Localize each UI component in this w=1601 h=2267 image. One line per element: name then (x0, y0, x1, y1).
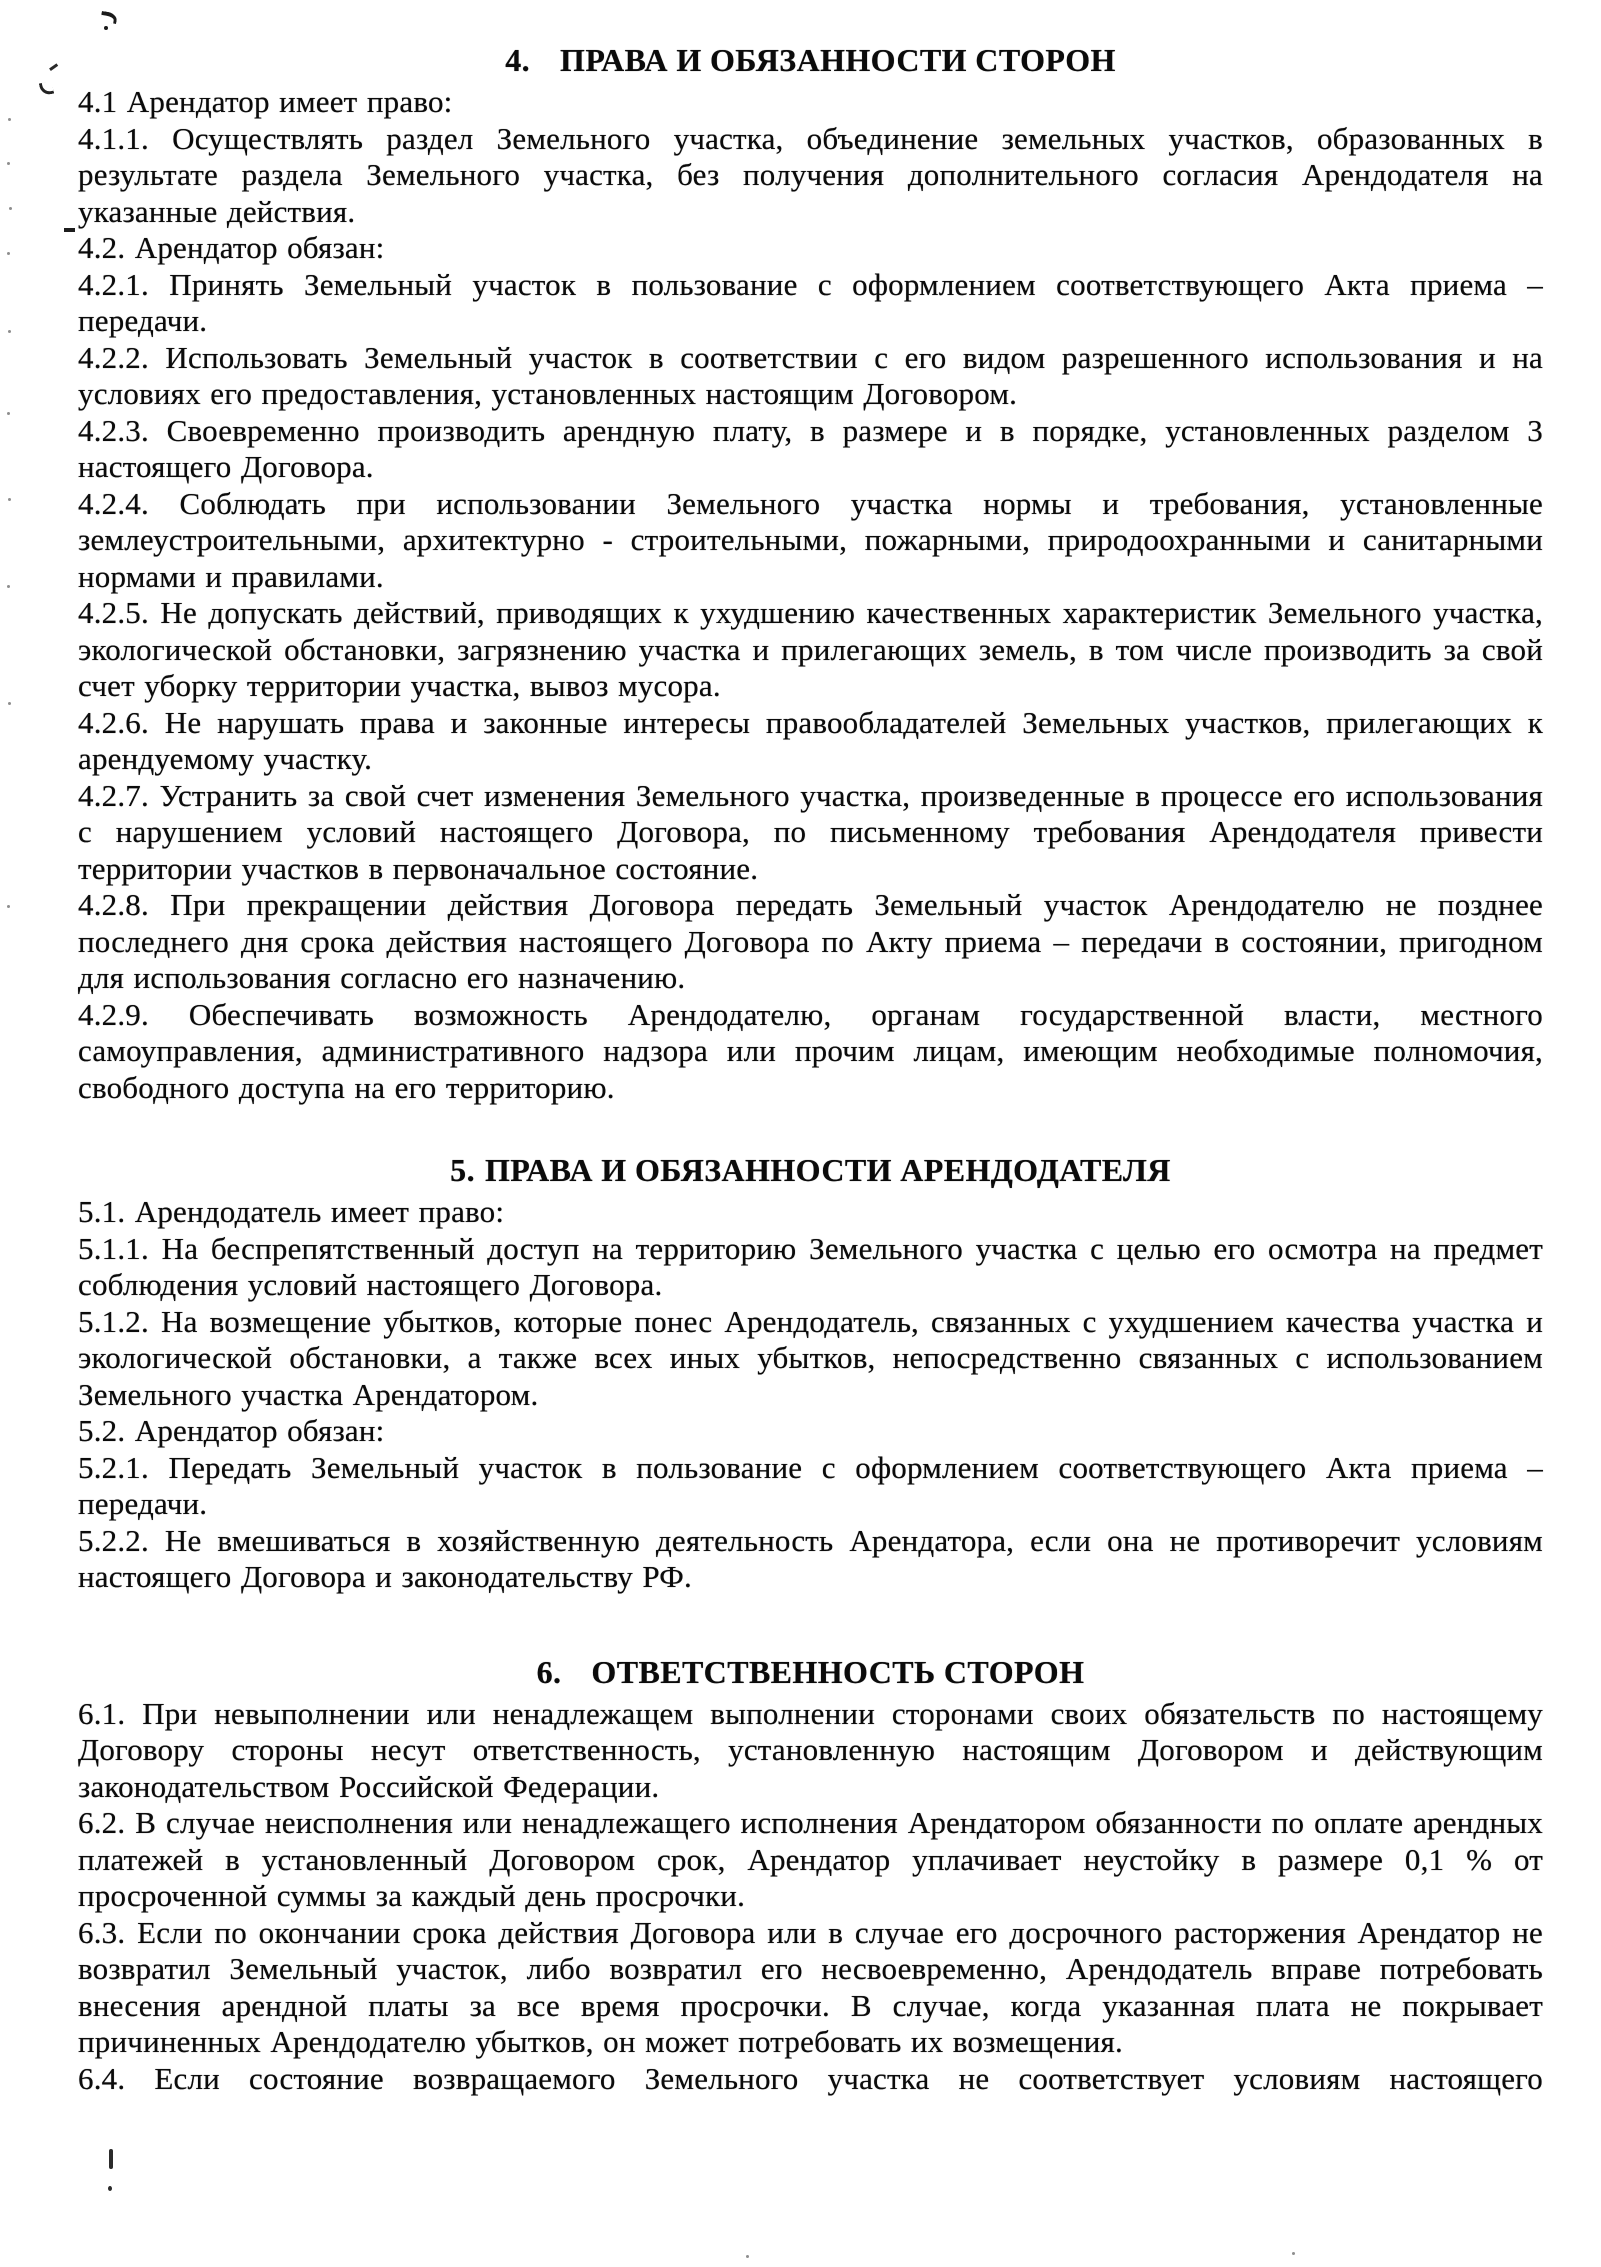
paragraph: 6.4. Если состояние возвращаемого Земельного участка не соответствует условиям настоящего (78, 2060, 1543, 2096)
section-number: 4. (505, 42, 531, 78)
paragraph: 4.2.6. Не нарушать права и законные интересы правообладателей Земельных участков, прилегающих к арендуемому участку. (78, 704, 1543, 776)
paragraph: 5.1. Арендодатель имеет право: (78, 1194, 505, 1229)
paragraph: 4.2.9. Обеспечивать возможность Арендодателю, органам государственной власти, местного самоуправления, административного надзора или прочим лицам, имеющим необходимые полномочия, свободного доступа на его территорию. (78, 996, 1543, 1105)
section-body (78, 84, 1543, 1106)
paragraph: 5.1.2. На возмещение убытков, которые понес Арендодатель, связанных с ухудшением качества участка и экологической обстановки, а также всех иных убытков, непосредственно связанных с использованием Земельного участка Арендатором. (78, 1303, 1543, 1412)
paragraph: 4.2.3. Своевременно производить арендную плату, в размере и в порядке, установленных разделом 3 настоящего Договора. (78, 412, 1543, 484)
scan-artifact (7, 412, 10, 415)
section-number: 6. (536, 1653, 562, 1690)
scan-artifact (746, 2255, 749, 2258)
paragraph: 4.2.2. Использовать Земельный участок в соответствии с его видом разрешенного использования и на условиях его предоставления, установленных настоящим Договором. (78, 339, 1543, 411)
section-heading (78, 1652, 1543, 1692)
section-heading (78, 40, 1543, 80)
scan-artifact (39, 81, 54, 96)
paragraph: 6.1. При невыполнении или ненадлежащем выполнении сторонами своих обязательств по настоящему Договору стороны несут ответственность, установленную настоящим Договором и действующим законодательством Российской Федерации. (78, 1695, 1543, 1804)
paragraph: 6.2. В случае неисполнения или ненадлежащего исполнения Арендатором обязанности по оплате арендных платежей в установленный Договором срок, Арендатор уплачивает неустойку в размере 0,1 % от просроченной суммы за каждый день просрочки. (78, 1805, 1543, 1913)
scan-artifact (8, 118, 11, 121)
section-number: 5. (450, 1152, 475, 1188)
paragraph: 4.2.5. Не допускать действий, приводящих к ухудшению качественных характеристик Земельного участка, экологической обстановки, загрязнению участка и прилегающих земель, в том числе производить за свой счет уборку территории участка, вывоз мусора. (78, 595, 1543, 703)
scan-artifact (8, 702, 11, 705)
paragraph: 4.2.1. Принять Земельный участок в пользование с оформлением соответствующего Акта приема – передачи. (78, 266, 1543, 338)
paragraph: 6.3. Если по окончании срока действия Договора или в случае его досрочного расторжения Арендатор не возвратил Земельный участок, либо возвратил его несвоевременно, Арендодатель вправе потребовать внесения арендной платы за все время просрочки. В случае, когда указанная плата не покрывает причиненных Арендодателю убытков, он может потребовать их возмещения. (78, 1914, 1543, 2059)
paragraph: 5.2.2. Не вмешиваться в хозяйственную деятельность Арендатора, если она не противоречит условиям настоящего Договора и законодательству РФ. (78, 1522, 1543, 1594)
paragraph: 4.2.8. При прекращении действия Договора передать Земельный участок Арендодателю не позднее последнего дня срока действия настоящего Договора по Акту приема – передачи в состоянии, пригодном для использования согласно его назначению. (78, 887, 1543, 995)
paragraph: 4.2.7. Устранить за свой счет изменения Земельного участка, произведенные в процессе его использования с нарушением условий настоящего Договора, по письменному требования Арендодателя привести территории участков в первоначальное состояние. (78, 777, 1543, 886)
scan-artifact (1292, 2252, 1295, 2255)
scan-artifact (7, 585, 10, 588)
paragraph: 5.2. Арендатор обязан: (78, 1413, 385, 1448)
scan-artifact (109, 2149, 113, 2169)
paragraph: 4.2.4. Соблюдать при использовании Земельного участка нормы и требования, установленные землеустроительными, архитектурно - строительными, пожарными, природоохранными и санитарными нормами и правилами. (78, 485, 1543, 594)
scan-artifact (7, 162, 10, 165)
paragraph: 4.1 Арендатор имеет право: (78, 84, 453, 119)
section-body (78, 1194, 1543, 1596)
scan-artifact (100, 11, 117, 24)
paragraph: 5.1.1. На беспрепятственный доступ на территорию Земельного участка с целью его осмотра на предмет соблюдения условий настоящего Договора. (78, 1230, 1543, 1302)
section-title: ПРАВА И ОБЯЗАННОСТИ СТОРОН (560, 42, 1116, 78)
scan-artifact (7, 905, 10, 908)
section-title: ПРАВА И ОБЯЗАННОСТИ АРЕНДОДАТЕЛЯ (484, 1152, 1171, 1188)
scan-artifact (9, 207, 12, 210)
section-body (78, 1696, 1543, 2098)
paragraph: 4.2. Арендатор обязан: (78, 230, 385, 265)
scan-artifact (8, 498, 11, 501)
section-heading (78, 1150, 1543, 1190)
paragraph: 4.1.1. Осуществлять раздел Земельного участка, объединение земельных участков, образованных в результате раздела Земельного участка, без получения дополнительного согласия Арендодателя на указанные действия. (78, 120, 1543, 229)
section-title: ОТВЕТСТВЕННОСТЬ СТОРОН (591, 1653, 1085, 1690)
scan-artifact (7, 252, 10, 255)
scan-artifact (108, 2186, 112, 2191)
scan-artifact (47, 60, 58, 71)
scan-artifact (64, 228, 75, 232)
scan-artifact (104, 26, 108, 30)
scan-artifact (8, 330, 11, 333)
paragraph: 5.2.1. Передать Земельный участок в пользование с оформлением соответствующего Акта приема – передачи. (78, 1449, 1543, 1521)
